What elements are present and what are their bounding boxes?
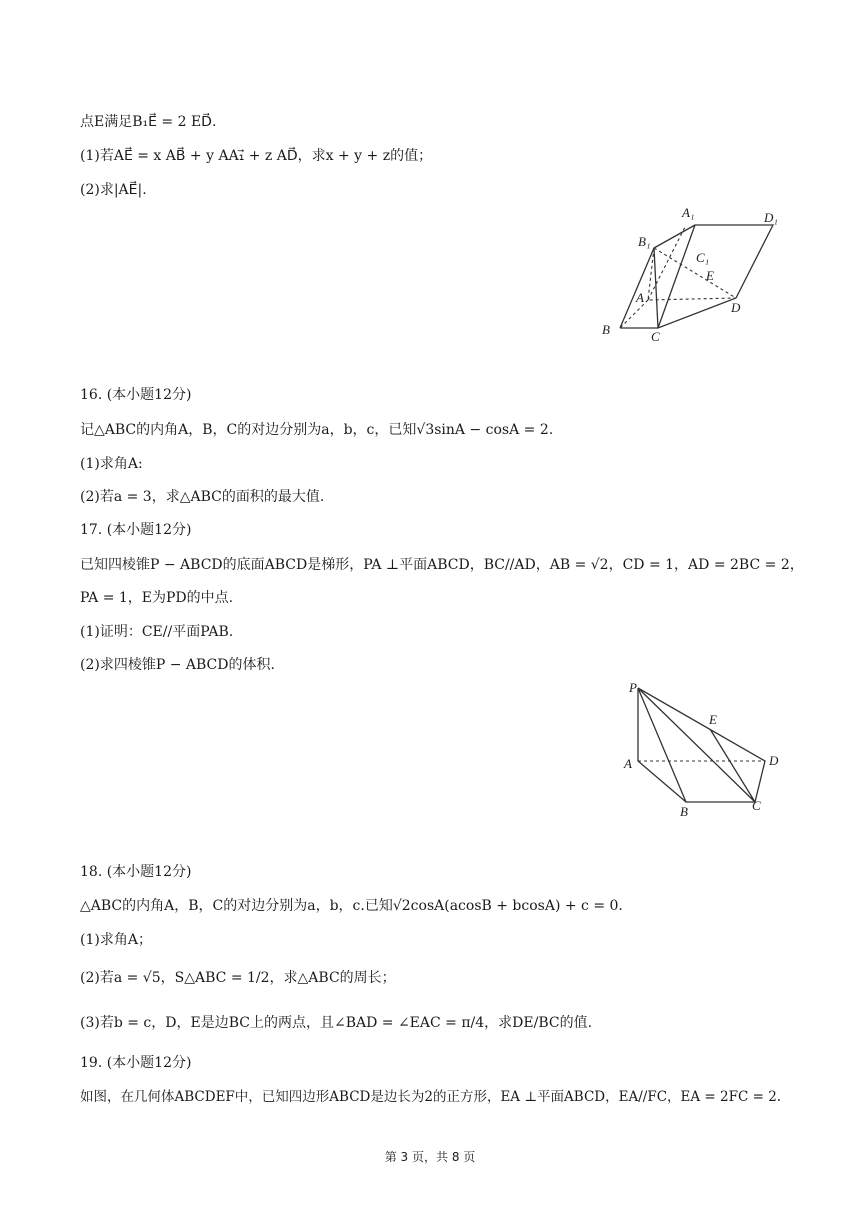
- label-B: B: [680, 804, 688, 819]
- label-E: E: [706, 268, 714, 283]
- text-line: (1)求角A；: [80, 932, 152, 948]
- text-line: (2)若a = √5，S△ABC = 1/2，求△ABC的周长；: [80, 970, 396, 986]
- problem-18-heading: 18. (本小题12分): [80, 864, 192, 880]
- label-D: D: [769, 753, 779, 768]
- label-C1: C₁: [696, 250, 710, 265]
- problem-17-heading: 17. (本小题12分): [80, 522, 192, 538]
- problem-16-heading: 16. (本小题12分): [80, 387, 192, 403]
- text-line: 如图，在几何体ABCDEF中，已知四边形ABCD是边长为2的正方形，EA ⊥平面ABCD，EA//FC，EA = 2FC = 2.: [80, 1089, 782, 1105]
- text-line: 记△ABC的内角A，B，C的对边分别为a，b，c，已知√3sinA − cosA = 2.: [80, 422, 554, 438]
- text-line: 已知四棱锥P − ABCD的底面ABCD是梯形，PA ⊥平面ABCD，BC//AD，AB = √2，CD = 1，AD = 2BC = 2，: [80, 557, 804, 573]
- label-B: B: [602, 322, 610, 337]
- label-D1: D₁: [764, 210, 778, 225]
- text-line: (1)证明：CE//平面PAB.: [80, 624, 234, 640]
- label-E: E: [709, 712, 717, 727]
- text-line: (3)若b = c，D，E是边BC上的两点，且∠BAD = ∠EAC = π/4，求DE/BC的值.: [80, 1015, 593, 1031]
- parallelepiped-figure: [598, 200, 788, 350]
- problem-19-heading: 19. (本小题12分): [80, 1055, 192, 1071]
- pyramid-figure: [618, 676, 788, 824]
- text-line: (2)求|AE⃗|.: [80, 182, 147, 198]
- page-footer: 第 3 页，共 8 页: [384, 1150, 476, 1164]
- text-line: △ABC的内角A，B，C的对边分别为a，b，c.已知√2cosA(acosB + bcosA) + c = 0.: [80, 898, 623, 914]
- label-A: A: [636, 290, 644, 305]
- text-line: 点E满足B₁E⃗ = 2 ED⃗.: [80, 114, 217, 130]
- text-line: (1)若AE⃗ = x AB⃗ + y AA₁⃗ + z AD⃗，求x + y + z的值；: [80, 148, 433, 164]
- text-line: PA = 1，E为PD的中点.: [80, 590, 234, 606]
- label-B1: B₁: [638, 234, 651, 249]
- text-line: (2)求四棱锥P − ABCD的体积.: [80, 657, 275, 673]
- label-A: A: [624, 756, 632, 771]
- text-line: (1)求角A:: [80, 456, 143, 472]
- label-C: C: [752, 798, 761, 813]
- text-line: (2)若a = 3，求△ABC的面积的最大值.: [80, 489, 325, 505]
- label-D: D: [731, 300, 741, 315]
- label-P: P: [629, 680, 637, 695]
- fig2-edges: [638, 688, 765, 802]
- label-C: C: [651, 329, 660, 344]
- label-A1: A₁: [682, 205, 695, 220]
